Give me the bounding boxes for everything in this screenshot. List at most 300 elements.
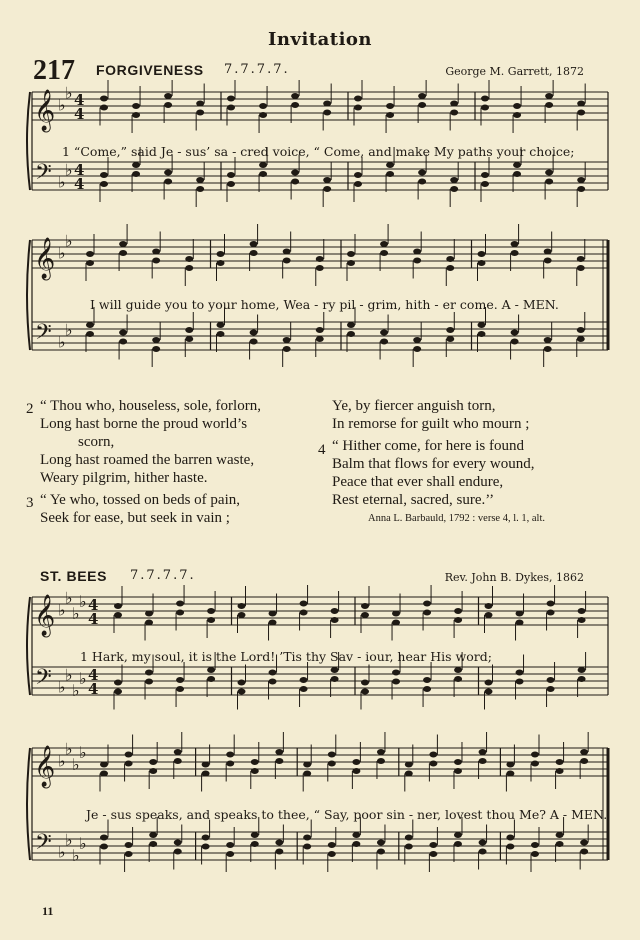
time-signature: 4	[88, 596, 99, 614]
note-head	[331, 608, 339, 614]
note-head	[303, 771, 311, 777]
note-head	[423, 610, 431, 616]
note-head	[547, 686, 555, 692]
note-head	[531, 851, 539, 857]
note-head	[454, 676, 462, 682]
note-head	[511, 250, 519, 256]
note-head	[176, 601, 184, 607]
note-head	[513, 103, 521, 109]
note-head	[328, 761, 336, 767]
note-head	[481, 181, 489, 187]
note-head	[446, 327, 454, 333]
brace	[27, 597, 30, 695]
note-head	[217, 251, 225, 257]
brace	[27, 240, 30, 350]
note-head	[114, 680, 122, 686]
note-head	[547, 610, 555, 616]
note-head	[485, 680, 493, 686]
note-head	[354, 105, 362, 111]
note-head	[531, 761, 539, 767]
note-head	[100, 96, 108, 102]
note-head	[479, 749, 487, 755]
note-head	[352, 768, 360, 774]
note-head	[119, 250, 127, 256]
treble-clef: 𝄞	[34, 238, 56, 279]
note-head	[100, 762, 108, 768]
note-head	[450, 101, 458, 107]
note-head	[580, 840, 588, 846]
note-head	[577, 265, 585, 271]
note-head	[516, 620, 524, 626]
note-head	[300, 677, 308, 683]
note-head	[86, 331, 94, 337]
note-head	[413, 346, 421, 352]
note-head	[479, 840, 487, 846]
verse-number: 3	[26, 495, 34, 511]
note-head	[316, 327, 324, 333]
note-head	[556, 841, 564, 847]
note-head	[149, 759, 157, 765]
note-head	[392, 620, 400, 626]
note-head	[202, 835, 210, 841]
note-head	[446, 256, 454, 262]
note-head	[380, 241, 388, 247]
flat-sign: ♭	[72, 846, 80, 865]
note-head	[429, 842, 437, 848]
flat-sign: ♭	[58, 842, 66, 862]
note-head	[269, 679, 277, 685]
note-head	[423, 601, 431, 607]
note-head	[413, 258, 421, 264]
note-head	[226, 851, 234, 857]
time-signature: 4	[88, 666, 99, 684]
note-head	[545, 102, 553, 108]
note-head	[152, 258, 160, 264]
note-head	[380, 330, 388, 336]
lyric-line-1: 1 “Come,” said Je - sus’ sa - cred voice, “ Come, and make My paths your choice;	[62, 144, 575, 159]
note-head	[283, 249, 291, 255]
note-head	[316, 265, 324, 271]
note-head	[429, 752, 437, 758]
verse-number: 2	[26, 401, 34, 417]
note-head	[354, 96, 362, 102]
note-head	[392, 679, 400, 685]
note-head	[513, 162, 521, 168]
note-head	[100, 181, 108, 187]
flat-sign: ♭	[58, 332, 66, 352]
note-head	[531, 842, 539, 848]
note-head	[577, 336, 585, 342]
tune-name-forgiveness: FORGIVENESS	[96, 62, 204, 78]
note-head	[196, 110, 204, 116]
note-head	[454, 832, 462, 838]
note-head	[217, 331, 225, 337]
note-head	[323, 186, 331, 192]
note-head	[227, 105, 235, 111]
note-head	[145, 620, 153, 626]
note-head	[207, 667, 215, 673]
note-head	[386, 171, 394, 177]
note-head	[450, 186, 458, 192]
note-head	[377, 749, 385, 755]
hymn-number: 217	[33, 55, 75, 86]
time-signature: 4	[74, 91, 85, 109]
note-head	[485, 689, 493, 695]
note-head	[174, 749, 182, 755]
bass-clef: 𝄢	[35, 320, 52, 350]
note-head	[328, 842, 336, 848]
lyric-line-3: 1 Hark, my soul, it is the Lord! ’Tis thy Sav - iour, hear His word;	[80, 649, 492, 664]
note-head	[303, 844, 311, 850]
verse-line: Long hast borne the proud world’s	[40, 416, 248, 432]
note-head	[291, 170, 299, 176]
flat-sign: ♭	[58, 172, 66, 192]
note-head	[506, 762, 514, 768]
note-head	[300, 686, 308, 692]
note-head	[418, 93, 426, 99]
note-head	[450, 110, 458, 116]
lyric-line-2: I will guide you to your home, Wea - ry pil - grim, hith - er come. A - MEN.	[90, 297, 559, 312]
note-head	[361, 689, 369, 695]
note-head	[207, 676, 215, 682]
note-head	[176, 677, 184, 683]
note-head	[176, 610, 184, 616]
note-head	[145, 611, 153, 617]
note-head	[86, 251, 94, 257]
note-head	[269, 611, 277, 617]
note-head	[303, 762, 311, 768]
note-head	[250, 339, 258, 345]
note-head	[226, 752, 234, 758]
note-head	[485, 603, 493, 609]
verse-line: Ye, by fiercer anguish torn,	[332, 398, 496, 414]
note-head	[331, 617, 339, 623]
note-head	[511, 339, 519, 345]
note-head	[352, 759, 360, 765]
note-head	[114, 689, 122, 695]
note-head	[283, 346, 291, 352]
note-head	[196, 101, 204, 107]
note-head	[145, 679, 153, 685]
note-head	[119, 339, 127, 345]
note-head	[196, 186, 204, 192]
note-head	[100, 771, 108, 777]
note-head	[275, 749, 283, 755]
note-head	[392, 670, 400, 676]
note-head	[377, 840, 385, 846]
note-head	[556, 768, 564, 774]
note-head	[446, 265, 454, 271]
meter: 7.7.7.7.	[130, 568, 196, 583]
meter: 7.7.7.7.	[224, 62, 290, 77]
flat-sign: ♭	[65, 830, 73, 850]
composer: Rev. John B. Dykes, 1862	[444, 571, 584, 584]
verse-line: “ Ye who, tossed on beds of pain,	[40, 492, 240, 508]
note-head	[132, 171, 140, 177]
note-head	[149, 832, 157, 838]
note-head	[516, 670, 524, 676]
note-head	[423, 677, 431, 683]
verse-number: 4	[318, 442, 326, 458]
note-head	[275, 849, 283, 855]
flat-sign: ♭	[65, 83, 73, 103]
note-head	[506, 844, 514, 850]
note-head	[114, 612, 122, 618]
note-head	[125, 851, 133, 857]
flat-sign: ♭	[79, 833, 87, 853]
note-head	[328, 851, 336, 857]
note-head	[86, 260, 94, 266]
note-head	[556, 832, 564, 838]
note-head	[347, 331, 355, 337]
note-head	[119, 241, 127, 247]
note-head	[86, 322, 94, 328]
verse-line: In remorse for guilt who mourn ;	[332, 416, 530, 432]
note-head	[164, 93, 172, 99]
note-head	[202, 762, 210, 768]
note-head	[347, 322, 355, 328]
note-head	[380, 339, 388, 345]
note-head	[227, 181, 235, 187]
note-head	[516, 611, 524, 617]
note-head	[577, 327, 585, 333]
note-head	[429, 761, 437, 767]
note-head	[217, 260, 225, 266]
note-head	[580, 749, 588, 755]
tune-name-st-bees: ST. BEES	[40, 568, 108, 584]
note-head	[531, 752, 539, 758]
verse-line: Long hast roamed the barren waste,	[40, 452, 255, 468]
note-head	[479, 758, 487, 764]
note-head	[454, 768, 462, 774]
page-number: 11	[42, 904, 54, 918]
note-head	[578, 667, 586, 673]
note-head	[545, 170, 553, 176]
note-head	[545, 179, 553, 185]
note-head	[361, 680, 369, 686]
verse-line: Balm that flows for every wound,	[332, 456, 535, 472]
flat-sign: ♭	[72, 604, 80, 623]
note-head	[291, 179, 299, 185]
note-head	[506, 771, 514, 777]
note-head	[259, 171, 267, 177]
note-head	[303, 835, 311, 841]
note-head	[227, 96, 235, 102]
note-head	[347, 251, 355, 257]
note-head	[454, 841, 462, 847]
note-head	[149, 841, 157, 847]
note-head	[347, 260, 355, 266]
note-head	[429, 851, 437, 857]
note-head	[577, 110, 585, 116]
flat-sign: ♭	[65, 739, 73, 759]
note-head	[392, 611, 400, 617]
flat-sign: ♭	[65, 160, 73, 180]
note-head	[446, 336, 454, 342]
note-head	[481, 172, 489, 178]
note-head	[275, 758, 283, 764]
note-head	[354, 181, 362, 187]
note-head	[125, 761, 133, 767]
time-signature: 4	[88, 610, 99, 628]
note-head	[300, 601, 308, 607]
note-head	[454, 759, 462, 765]
note-head	[418, 170, 426, 176]
note-head	[251, 832, 259, 838]
note-head	[125, 752, 133, 758]
note-head	[352, 841, 360, 847]
note-head	[331, 676, 339, 682]
note-head	[478, 331, 486, 337]
note-head	[100, 172, 108, 178]
note-head	[545, 93, 553, 99]
note-head	[405, 762, 413, 768]
note-head	[250, 330, 258, 336]
brace	[27, 92, 30, 190]
note-head	[577, 186, 585, 192]
note-head	[251, 759, 259, 765]
note-head	[164, 102, 172, 108]
time-signature: 4	[88, 680, 99, 698]
note-head	[516, 679, 524, 685]
note-head	[251, 841, 259, 847]
flat-sign: ♭	[58, 677, 66, 697]
flat-sign: ♭	[65, 665, 73, 685]
note-head	[164, 179, 172, 185]
note-head	[152, 337, 160, 343]
note-head	[328, 752, 336, 758]
flat-sign: ♭	[79, 668, 87, 688]
note-head	[152, 249, 160, 255]
note-head	[479, 849, 487, 855]
note-head	[413, 249, 421, 255]
flat-sign: ♭	[72, 755, 80, 774]
note-head	[547, 601, 555, 607]
note-head	[454, 667, 462, 673]
note-head	[164, 170, 172, 176]
note-head	[185, 265, 193, 271]
note-head	[578, 617, 586, 623]
note-head	[250, 250, 258, 256]
note-head	[132, 112, 140, 118]
flat-sign: ♭	[72, 681, 80, 700]
note-head	[577, 256, 585, 262]
note-head	[323, 101, 331, 107]
verse-line: “ Thou who, houseless, sole, forlorn,	[40, 398, 261, 414]
note-head	[132, 103, 140, 109]
note-head	[227, 172, 235, 178]
note-head	[185, 336, 193, 342]
note-head	[578, 608, 586, 614]
flat-sign: ♭	[79, 742, 87, 762]
note-head	[238, 680, 246, 686]
note-head	[202, 844, 210, 850]
note-head	[152, 346, 160, 352]
treble-clef: 𝄞	[34, 746, 56, 787]
time-signature: 4	[74, 105, 85, 123]
note-head	[316, 256, 324, 262]
note-head	[380, 250, 388, 256]
note-head	[386, 162, 394, 168]
note-head	[513, 112, 521, 118]
flat-sign: ♭	[65, 231, 73, 251]
note-head	[478, 260, 486, 266]
note-head	[202, 771, 210, 777]
note-head	[544, 249, 552, 255]
note-head	[354, 172, 362, 178]
note-head	[323, 177, 331, 183]
note-head	[580, 849, 588, 855]
flat-sign: ♭	[58, 600, 66, 620]
note-head	[251, 768, 259, 774]
note-head	[238, 612, 246, 618]
note-head	[132, 162, 140, 168]
note-head	[174, 758, 182, 764]
note-head	[386, 112, 394, 118]
note-head	[377, 758, 385, 764]
note-head	[226, 842, 234, 848]
composer: George M. Garrett, 1872	[445, 65, 584, 78]
note-head	[259, 103, 267, 109]
note-head	[185, 327, 193, 333]
note-head	[207, 617, 215, 623]
bass-clef: 𝄢	[35, 665, 52, 695]
note-head	[405, 771, 413, 777]
verse-line: Peace that ever shall endure,	[332, 474, 504, 490]
note-head	[283, 337, 291, 343]
note-head	[174, 849, 182, 855]
time-signature: 4	[74, 175, 85, 193]
note-head	[323, 110, 331, 116]
note-head	[283, 258, 291, 264]
note-head	[174, 840, 182, 846]
note-head	[361, 612, 369, 618]
verse-line: Seek for ease, but seek in vain ;	[40, 510, 230, 526]
note-head	[250, 241, 258, 247]
note-head	[413, 337, 421, 343]
note-head	[481, 105, 489, 111]
note-head	[291, 93, 299, 99]
time-signature: 4	[74, 161, 85, 179]
verse-line: Rest eternal, sacred, sure.’’	[332, 492, 495, 508]
section-title: Invitation	[267, 29, 373, 50]
note-head	[331, 667, 339, 673]
note-head	[226, 761, 234, 767]
note-head	[577, 177, 585, 183]
note-head	[361, 603, 369, 609]
note-head	[556, 759, 564, 765]
text-attribution: Anna L. Barbauld, 1792 : verse 4, l. 1, alt.	[368, 513, 546, 524]
note-head	[352, 832, 360, 838]
note-head	[269, 670, 277, 676]
note-head	[238, 603, 246, 609]
note-head	[196, 177, 204, 183]
lyric-line-4: Je - sus speaks, and speaks to thee, “ Say, poor sin - ner, lovest thou Me? A - MEN.	[86, 807, 608, 822]
note-head	[485, 612, 493, 618]
note-head	[275, 840, 283, 846]
bass-clef: 𝄢	[35, 830, 52, 860]
note-head	[386, 103, 394, 109]
note-head	[511, 330, 519, 336]
note-head	[149, 768, 157, 774]
note-head	[544, 346, 552, 352]
note-head	[478, 322, 486, 328]
note-head	[405, 835, 413, 841]
note-head	[238, 689, 246, 695]
note-head	[125, 842, 133, 848]
verse-line: Weary pilgrim, hither haste.	[40, 470, 208, 486]
note-head	[405, 844, 413, 850]
